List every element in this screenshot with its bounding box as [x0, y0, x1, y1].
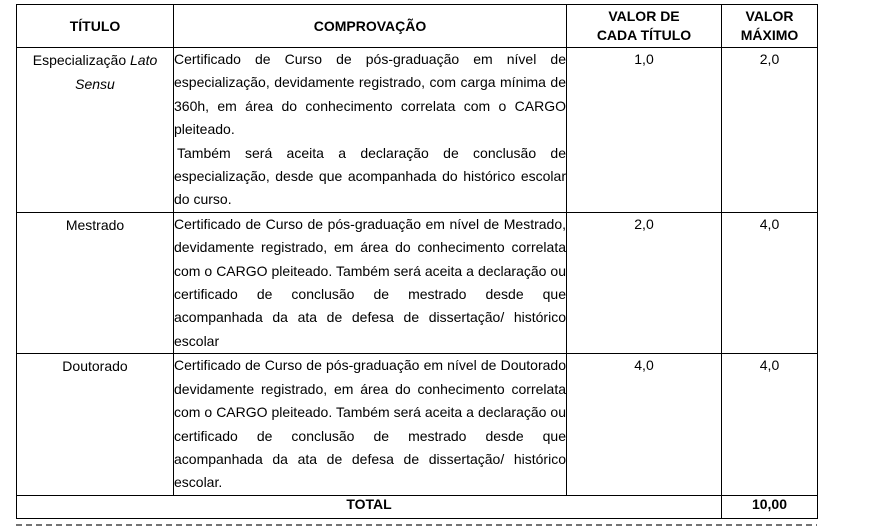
cell-valor-cada: 4,0 [567, 354, 722, 495]
cell-titulo [17, 48, 174, 213]
titulo-text: Doutorado [62, 358, 128, 375]
cell-valor-maximo: 2,0 [722, 48, 818, 213]
cell-titulo [17, 354, 174, 495]
comprovacao-paragraph: Certificado de Curso de pós-graduação em nível de especialização, devidamente registrado, com carga mínima de 360h, em área do conhecimento correlata com o CARGO pleiteado. [174, 51, 566, 138]
table-header-row [17, 5, 818, 48]
cell-valor-cada: 2,0 [567, 212, 722, 353]
cell-comprovacao [174, 212, 567, 353]
header-valor-maximo-line2: MÁXIMO [740, 27, 799, 43]
cut-off-text-fragment [16, 524, 817, 526]
titulo-italic-text: Lato Sensu [75, 52, 158, 92]
cut-off-text-below [0, 520, 869, 527]
header-valor-maximo-line1: VALOR [745, 8, 794, 24]
cell-valor-maximo: 4,0 [722, 212, 818, 353]
cell-titulo [17, 212, 174, 353]
titulo-text: Mestrado [65, 216, 125, 233]
total-label: TOTAL [17, 495, 722, 518]
table-row-doutorado [17, 354, 818, 495]
table-row-especializacao [17, 48, 818, 213]
header-valor-cada-titulo [567, 5, 722, 48]
header-valor-cada-line2: CADA TÍTULO [596, 27, 692, 43]
comprovacao-paragraph: Certificado de Curso de pós-graduação em nível de Mestrado, devidamente registrado, em área do conhecimento correlata com o CARGO pleiteado. Também será aceita a declaração ou certificado de conclusão de mestrado desde que acompanhada da ata de defesa de dissertação/ histórico escolar [174, 215, 566, 349]
total-value: 10,00 [722, 495, 818, 518]
header-comprovacao: COMPROVAÇÃO [174, 5, 567, 48]
comprovacao-paragraph: Também será aceita a declaração de conclusão de especialização, desde que acompanhada do histórico escolar do curso. [174, 144, 566, 208]
header-valor-cada-line1: VALOR DE [608, 8, 680, 24]
cell-valor-cada: 1,0 [567, 48, 722, 213]
cell-comprovacao [174, 354, 567, 495]
cell-comprovacao [174, 48, 567, 213]
table-row-mestrado [17, 212, 818, 353]
header-valor-maximo [722, 5, 818, 48]
titulo-text: Especialização [32, 52, 127, 68]
header-titulo: TÍTULO [17, 5, 174, 48]
titles-score-table [16, 4, 818, 519]
cell-valor-maximo: 4,0 [722, 354, 818, 495]
table-row-total [17, 495, 818, 518]
comprovacao-paragraph: Certificado de Curso de pós-graduação em nível de Doutorado devidamente registrado, em área do conhecimento correlata com o CARGO pleiteado. Também será aceita a declaração ou certificado de conclusão de mestrado desde que acompanhada da ata de defesa de dissertação/ histórico escolar. [174, 357, 566, 491]
